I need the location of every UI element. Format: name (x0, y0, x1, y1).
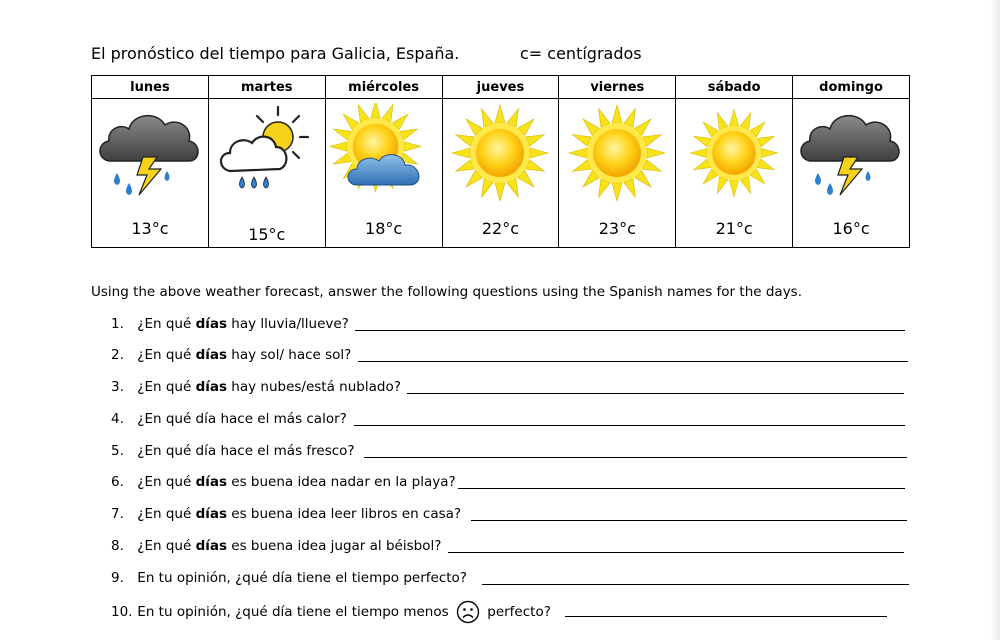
day-header: lunes (92, 76, 209, 99)
page-edge-shadow (990, 0, 1000, 640)
storm-cloud-icon (95, 103, 205, 203)
question-7: 7. ¿En qué días es buena idea leer libros en casa? (111, 506, 462, 522)
forecast-cell (793, 99, 910, 248)
sun-icon (684, 103, 784, 203)
forecast-cell (676, 99, 793, 248)
answer-line-8[interactable] (448, 552, 904, 553)
question-4: 4. ¿En qué día hace el más calor? (111, 411, 347, 427)
question-10: 10. En tu opinión, ¿qué día tiene el tiempo menos perfecto? (111, 600, 551, 620)
worksheet-title-row (91, 44, 642, 63)
question-1: 1. ¿En qué días hay lluvia/llueve? (111, 316, 349, 332)
forecast-cell (92, 99, 209, 248)
sun-icon (562, 103, 672, 203)
day-header: sábado (676, 76, 793, 99)
temperature: 13°c (131, 219, 169, 238)
answer-line-4[interactable] (354, 425, 905, 426)
temperature: 16°c (832, 219, 870, 238)
forecast-cell (442, 99, 559, 248)
sun-cloud-icon (329, 103, 439, 203)
day-header: jueves (442, 76, 559, 99)
cloud-sun-rain-icon (212, 103, 322, 203)
forecast-cell (559, 99, 676, 248)
answer-line-7[interactable] (471, 520, 907, 521)
forecast-cell (325, 99, 442, 248)
answer-line-5[interactable] (364, 457, 907, 458)
question-3: 3. ¿En qué días hay nubes/está nublado? (111, 379, 401, 395)
answer-line-10[interactable] (565, 616, 887, 617)
question-2: 2. ¿En qué días hay sol/ hace sol? (111, 347, 352, 363)
unit-note: c= centígrados (520, 44, 642, 63)
temperature: 15°c (248, 225, 286, 244)
forecast-weather-row (92, 99, 910, 248)
day-header: martes (208, 76, 325, 99)
temperature: 18°c (365, 219, 403, 238)
temperature: 21°c (715, 219, 753, 238)
question-5: 5. ¿En qué día hace el más fresco? (111, 443, 355, 459)
question-9: 9. En tu opinión, ¿qué día tiene el tiempo perfecto? (111, 570, 467, 586)
temperature: 23°c (598, 219, 636, 238)
temperature: 22°c (481, 219, 520, 238)
worksheet-title: El pronóstico del tiempo para Galicia, España. (91, 44, 460, 63)
answer-line-3[interactable] (407, 393, 904, 394)
day-header: domingo (793, 76, 910, 99)
day-header: viernes (559, 76, 676, 99)
answer-line-9[interactable] (482, 584, 909, 585)
answer-line-2[interactable] (358, 361, 908, 362)
question-8: 8. ¿En qué días es buena idea jugar al béisbol? (111, 538, 442, 554)
forecast-header-row (92, 76, 910, 99)
sun-icon (445, 103, 555, 203)
instructions: Using the above weather forecast, answer the following questions using the Spanish names for the days. (91, 284, 803, 300)
answer-line-1[interactable] (355, 330, 905, 331)
forecast-cell (208, 99, 325, 248)
answer-line-6[interactable] (458, 488, 905, 489)
storm-cloud-icon (796, 103, 906, 203)
forecast-table (91, 75, 910, 248)
frown-face-icon (456, 600, 480, 624)
question-6: 6. ¿En qué días es buena idea nadar en la playa? (111, 474, 456, 490)
day-header: miércoles (325, 76, 442, 99)
